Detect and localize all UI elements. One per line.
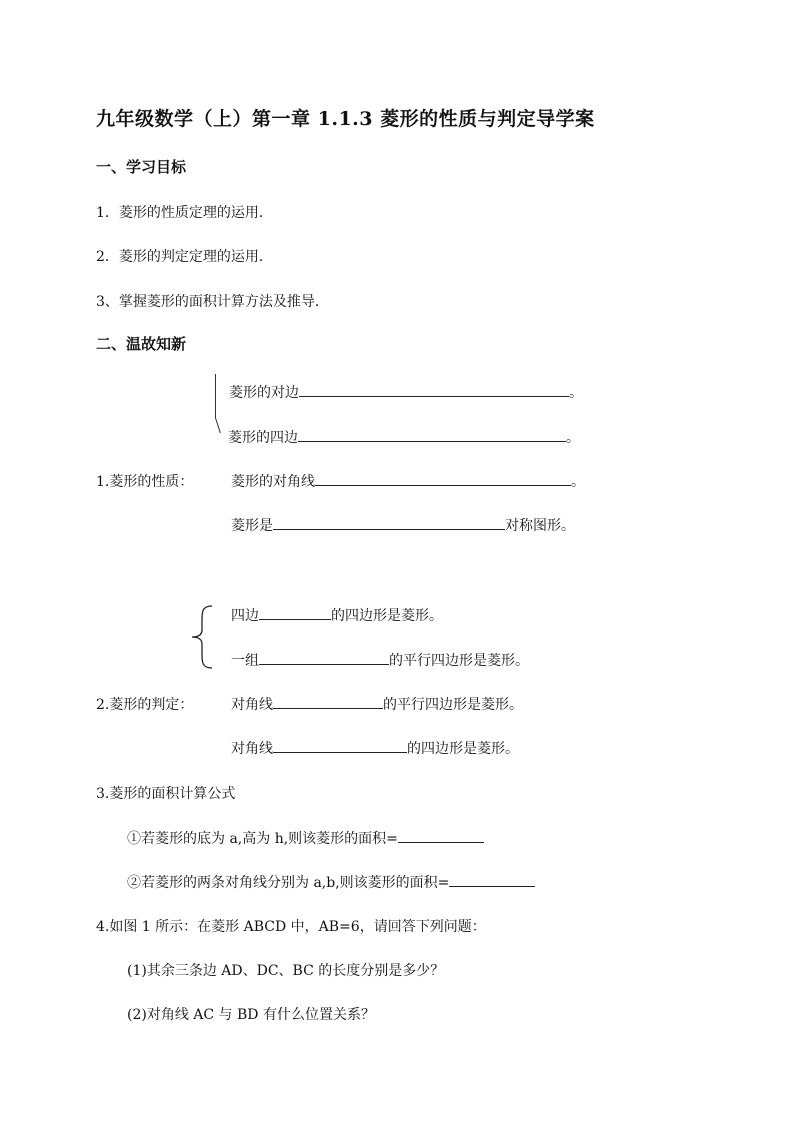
answer-blank[interactable]	[298, 427, 566, 442]
section-heading-review: 二、温故知新	[96, 335, 187, 353]
area-line: ①若菱形的底为 a,高为 h,则该菱形的面积=	[127, 828, 484, 848]
judgement-label: 2.菱形的判定：	[96, 697, 194, 713]
answer-blank[interactable]	[259, 605, 331, 620]
page-title: 九年级数学（上）第一章 1.1.3 菱形的性质与判定导学案	[96, 108, 595, 130]
judgement-line: 对角线 的四边形是菱形。	[231, 738, 519, 758]
property-line: 菱形的对角线 。	[231, 471, 585, 491]
goal-item: 1．菱形的性质定理的运用．	[96, 205, 273, 221]
judgement-line: 对角线 的平行四边形是菱形。	[231, 694, 523, 714]
section-heading-goals: 一、学习目标	[96, 158, 187, 176]
property-line: 菱形是 对称图形。	[231, 515, 575, 535]
answer-blank[interactable]	[449, 872, 535, 887]
goal-item: 3、掌握菱形的面积计算方法及推导．	[96, 294, 329, 310]
question-stem: 4.如图 1 所示：在菱形 ABCD 中，AB=6，请回答下列问题：	[96, 919, 486, 935]
property-line: 菱形的四边 。	[228, 427, 580, 447]
goal-item: 2．菱形的判定定理的运用．	[96, 249, 273, 265]
area-label: 3.菱形的面积计算公式	[96, 786, 236, 802]
answer-blank[interactable]	[273, 694, 383, 709]
brace-judgement	[188, 604, 216, 670]
question-sub: (1)其余三条边 AD、DC、BC 的长度分别是多少？	[127, 963, 445, 979]
judgement-line: 一组 的平行四边形是菱形。	[231, 650, 529, 670]
properties-label: 1.菱形的性质：	[96, 474, 194, 490]
judgement-line: 四边 的四边形是菱形。	[231, 605, 443, 625]
property-line: 菱形的对边 。	[229, 382, 583, 402]
answer-blank[interactable]	[398, 828, 484, 843]
answer-blank[interactable]	[315, 471, 571, 486]
area-line: ②若菱形的两条对角线分别为 a,b,则该菱形的面积=	[127, 872, 535, 892]
answer-blank[interactable]	[299, 382, 569, 397]
answer-blank[interactable]	[273, 515, 505, 530]
answer-blank[interactable]	[273, 738, 407, 753]
answer-blank[interactable]	[259, 650, 389, 665]
question-sub: (2)对角线 AC 与 BD 有什么位置关系？	[127, 1007, 375, 1023]
